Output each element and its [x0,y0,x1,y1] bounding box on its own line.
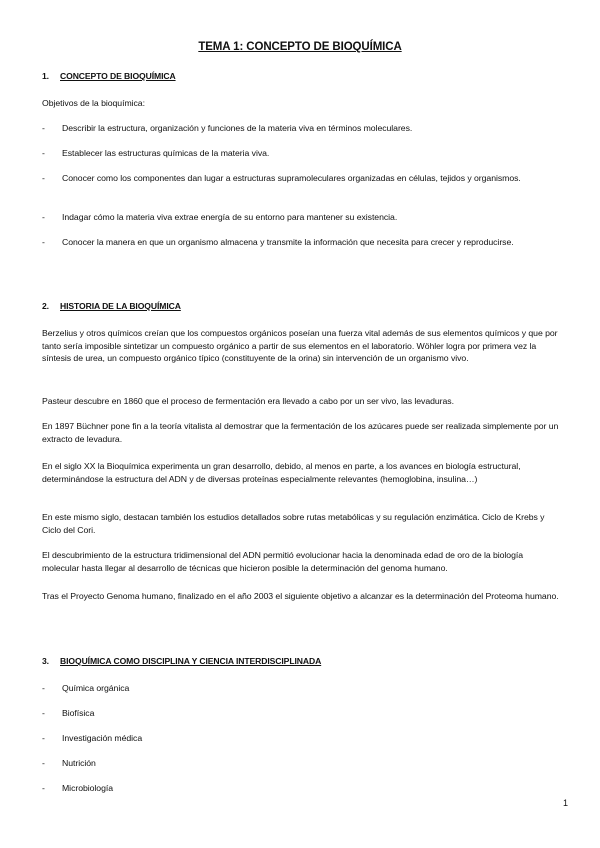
bullet-dash: - [42,148,45,158]
list-item [42,236,562,249]
section-number: 1. [42,71,49,81]
bullet-dash: - [42,733,45,743]
section-heading-2 [42,301,181,311]
bullet-dash: - [42,683,45,693]
list-item [42,757,562,770]
bullet-dash: - [42,783,45,793]
list-item [42,682,562,695]
list-item [42,147,562,160]
list-item [42,732,562,745]
paragraph: En el siglo XX la Bioquímica experimenta un gran desarrollo, debido, al menos en parte, a los avances en biología estructural, determinándose la estructura del ADN y de diversas proteínas especialmente relevantes (hemoglobina, insulina…) [42,461,521,484]
bullet-dash: - [42,212,45,222]
page-title: TEMA 1: CONCEPTO DE BIOQUÍMICA [198,41,402,53]
section-intro: Objetivos de la bioquímica: [42,98,145,108]
list-item-text: Microbiología [62,783,114,793]
section-title: HISTORIA DE LA BIOQUÍMICA [60,301,181,311]
list-item [42,782,562,795]
section-heading-3 [42,656,321,666]
section-title: CONCEPTO DE BIOQUÍMICA [60,71,176,81]
paragraph: En 1897 Büchner pone fin a la teoría vitalista al demostrar que la fermentación de los azúcares puede ser realizada simplemente por un extracto de levadura. [42,421,559,444]
section-number: 3. [42,656,49,666]
paragraph: Pasteur descubre en 1860 que el proceso de fermentación era llevado a cabo por un ser vivo, las levaduras. [42,396,454,406]
list-item [42,172,562,185]
list-item-text: Describir la estructura, organización y funciones de la materia viva en términos moleculares. [62,123,413,133]
list-item-text: Biofísica [62,708,95,718]
list-item-text: Investigación médica [62,733,143,743]
list-item-text: Química orgánica [62,683,130,693]
list-item [42,707,562,720]
list-item-text: Establecer las estructuras químicas de la materia viva. [62,148,270,158]
bullet-dash: - [42,173,45,183]
section-number: 2. [42,301,49,311]
paragraph: Tras el Proyecto Genoma humano, finalizado en el año 2003 el siguiente objetivo a alcanzar es la determinación del Proteoma humano. [42,591,559,601]
paragraph: En este mismo siglo, destacan también los estudios detallados sobre rutas metabólicas y su regulación enzimática. Ciclo de Krebs y Ciclo del Cori. [42,512,545,535]
section-title: BIOQUÍMICA COMO DISCIPLINA Y CIENCIA INTERDISCIPLINADA [60,656,322,666]
bullet-dash: - [42,237,45,247]
list-item-text: Conocer la manera en que un organismo almacena y transmite la información que necesita para crecer y reproducirse. [62,237,514,247]
list-item [42,122,562,135]
paragraph: Berzelius y otros químicos creían que los compuestos orgánicos poseían una fuerza vital además de sus elementos químicos y que por tanto sería imposible sintetizar un compuesto orgánico a partir de sus elementos en el laboratorio. Wöhler logra por primera vez la síntesis de urea, un compuesto orgánico típico (constituyente de la orina) sin intervención de un organismo vivo. [42,328,558,363]
list-item-text: Nutrición [62,758,96,768]
bullet-dash: - [42,708,45,718]
paragraph: El descubrimiento de la estructura tridimensional del ADN permitió evolucionar hacia la denominada edad de oro de la biología molecular hasta llegar al desarrollo de técnicas que hicieron posible la determinación del genoma humano. [42,550,524,573]
list-item [42,211,562,224]
list-item-text: Indagar cómo la materia viva extrae energía de su entorno para mantener su existencia. [62,212,398,222]
bullet-dash: - [42,123,45,133]
bullet-dash: - [42,758,45,768]
list-item-text: Conocer como los componentes dan lugar a estructuras supramoleculares organizadas en células, tejidos y organismos. [62,173,521,183]
section-heading-1 [42,71,176,81]
page-number: 1 [562,798,568,808]
